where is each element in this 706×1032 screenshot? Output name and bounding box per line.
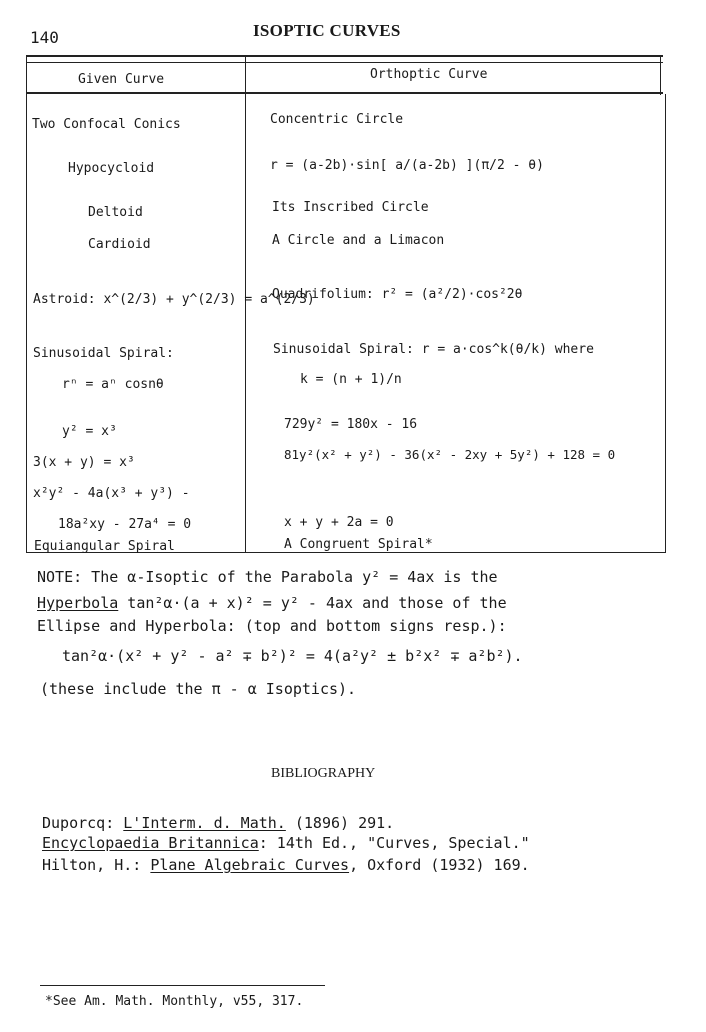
bibliography-author: Duporcq:	[42, 814, 124, 832]
bibliography-details: , Oxford (1932) 169.	[349, 856, 530, 874]
note-line: Ellipse and Hyperbola: (top and bottom signs resp.):	[37, 617, 507, 635]
bibliography-heading: BIBLIOGRAPHY	[271, 766, 376, 781]
table-cell-orthoptic: x + y + 2a = 0	[284, 515, 394, 530]
table-cell-orthoptic: Quadrifolium: r² = (a²/2)·cos²2θ	[272, 287, 523, 302]
table-cell-orthoptic: k = (n + 1)/n	[300, 372, 402, 387]
bibliography-entry	[42, 814, 394, 832]
table-cell-orthoptic: A Circle and a Limacon	[272, 233, 445, 248]
table-cell-given: Cardioid	[88, 237, 151, 252]
note-term-hyperbola: Hyperbola	[37, 594, 119, 612]
note-formula: tan²α·(x² + y² - a² ∓ b²)² = 4(a²y² ± b²x² ∓ a²b²).	[62, 647, 523, 665]
table-cell-orthoptic: r = (a-2b)·sin[ a/(a-2b) ](π/2 - θ)	[270, 158, 544, 173]
table-right-border-top	[660, 55, 661, 95]
bibliography-work: Plane Algebraic Curves	[150, 856, 350, 874]
table-top-rule	[26, 55, 663, 57]
table-top-rule-inner	[26, 62, 663, 63]
bibliography-details: (1896) 291.	[285, 814, 395, 832]
page-title: ISOPTIC CURVES	[253, 21, 401, 40]
table-cell-given: 18a²xy - 27a⁴ = 0	[58, 517, 192, 532]
header-orthoptic-curve: Orthoptic Curve	[370, 67, 488, 82]
header-given-curve: Given Curve	[78, 72, 165, 87]
table-cell-given: Astroid: x^(2/3) + y^(2/3) = a^(2/3)	[33, 292, 315, 307]
table-cell-given: Equiangular Spiral	[34, 539, 175, 554]
bibliography-details: : 14th Ed., "Curves, Special."	[258, 834, 530, 852]
bibliography-entry	[42, 834, 530, 852]
note-line: NOTE: The α-Isoptic of the Parabola y² = 4ax is the	[37, 568, 498, 586]
table-cell-given: Two Confocal Conics	[32, 117, 181, 132]
bibliography-author: Hilton, H.:	[42, 856, 151, 874]
table-cell-given: y² = x³	[62, 424, 117, 439]
table-right-border	[665, 94, 666, 553]
page-number: 140	[30, 28, 59, 47]
table-cell-orthoptic: 729y² = 180x - 16	[284, 417, 418, 432]
table-cell-given: Hypocycloid	[68, 161, 155, 176]
note-line-text: tan²α·(a + x)² = y² - 4ax and those of the	[118, 594, 507, 612]
bibliography-work: Encyclopaedia Britannica	[42, 834, 259, 852]
table-cell-orthoptic: Its Inscribed Circle	[272, 200, 429, 215]
bibliography-entry	[42, 856, 530, 874]
note-line	[37, 594, 507, 612]
table-cell-given: Sinusoidal Spiral:	[33, 346, 174, 361]
note-line: (these include the π - α Isoptics).	[40, 680, 357, 698]
table-cell-given: Deltoid	[88, 205, 143, 220]
footnote-rule	[40, 985, 325, 986]
table-cell-given: rⁿ = aⁿ cosnθ	[62, 377, 164, 392]
footnote: *See Am. Math. Monthly, v55, 317.	[45, 994, 304, 1009]
table-cell-given: 3(x + y) = x³	[33, 455, 135, 470]
table-cell-orthoptic: Concentric Circle	[270, 112, 404, 127]
table-cell-orthoptic: Sinusoidal Spiral: r = a·cos^k(θ/k) where	[273, 342, 594, 357]
bibliography-work: L'Interm. d. Math.	[123, 814, 286, 832]
table-cell-orthoptic: 81y²(x² + y²) - 36(x² - 2xy + 5y²) + 128 = 0	[284, 447, 616, 462]
table-cell-given: x²y² - 4a(x³ + y³) -	[33, 486, 190, 501]
table-cell-orthoptic: A Congruent Spiral*	[284, 537, 433, 552]
table-left-border	[26, 55, 27, 553]
table-header-rule	[26, 92, 663, 94]
